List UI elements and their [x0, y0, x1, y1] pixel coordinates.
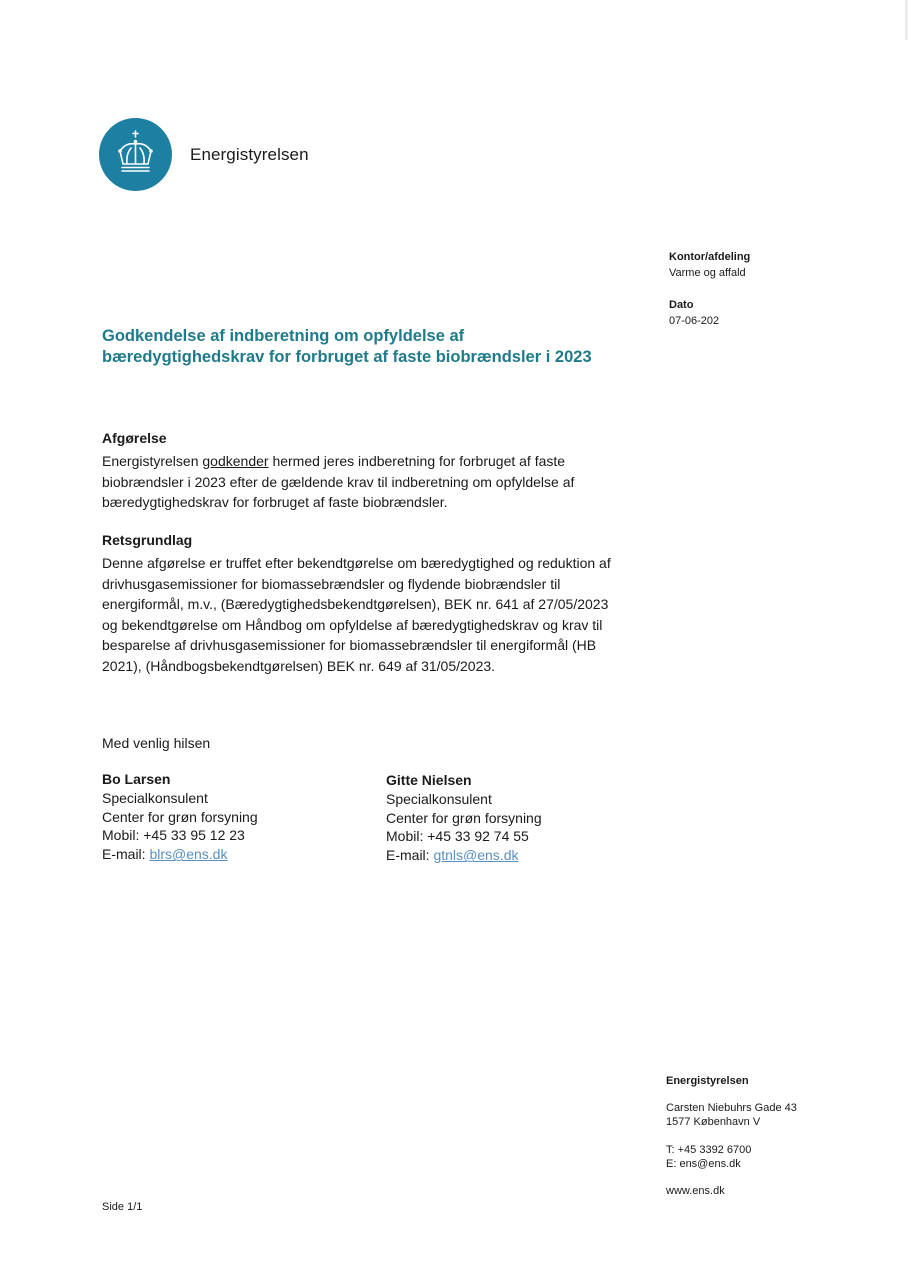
page-number: Side 1/1: [102, 1201, 143, 1213]
signatory-name: Gitte Nielsen: [386, 772, 472, 788]
decision-line-1-pre: Energistyrelsen: [102, 453, 203, 469]
office-value: Varme og affald: [669, 267, 746, 279]
closing: Med venlig hilsen: [102, 735, 211, 751]
footer-contact: [666, 1144, 751, 1171]
signatory-unit: Center for grøn forsyning: [102, 808, 258, 825]
title-line-1: Godkendelse af indberetning om opfyldelse af: [102, 327, 465, 345]
signatory-1: [102, 770, 362, 864]
legal-paragraph: [102, 553, 662, 676]
signatory-title: Specialkonsulent: [386, 790, 492, 807]
legal-heading: Retsgrundlag: [102, 532, 193, 548]
decision-line-2: biobrændsler i 2023 efter de gældende krav til indberetning om opfyldelse af: [102, 473, 575, 490]
date-label: Dato: [669, 299, 694, 311]
decision-line-1: [102, 451, 662, 472]
legal-line: energiformål, m.v., (Bæredygtighedsbekendtgørelsen), BEK nr. 641 af 27/05/2023: [102, 596, 609, 612]
footer-address: [666, 1102, 797, 1129]
footer-org: Energistyrelsen: [666, 1075, 749, 1087]
crown-icon: [99, 118, 172, 191]
email-link[interactable]: gtnls@ens.dk: [433, 847, 519, 864]
document-title: [102, 326, 662, 368]
title-line-2: bæredygtighedskrav for forbruget af faste biobrændsler i 2023: [102, 348, 592, 366]
signatory-unit: Center for grøn forsyning: [386, 809, 542, 826]
email-label: E-mail:: [102, 846, 150, 863]
footer-email: E: ens@ens.dk: [666, 1157, 741, 1170]
legal-line: besparelse af drivhusgasemissioner for biomassebrændsler til energiformål (HB: [102, 637, 597, 653]
signatory-mobile: Mobil: +45 33 92 74 55: [386, 828, 529, 845]
legal-line: og bekendtgørelse om Håndbog om opfyldelse af bæredygtighedskrav og krav til: [102, 616, 603, 633]
decision-paragraph: [102, 451, 662, 513]
footer-street: Carsten Niebuhrs Gade 43: [666, 1102, 797, 1114]
footer-web[interactable]: www.ens.dk: [666, 1185, 725, 1197]
decision-heading: Afgørelse: [102, 430, 167, 446]
signatory-title: Specialkonsulent: [102, 789, 208, 806]
org-name: Energistyrelsen: [190, 145, 309, 164]
signatory-email-row: [102, 845, 362, 864]
decision-approves-word: godkender: [202, 453, 269, 469]
legal-line: drivhusgasemissioner for biomassebrændsler og flydende biobrændsler til: [102, 575, 561, 592]
legal-line: Denne afgørelse er truffet efter bekendtgørelse om bæredygtighed og reduktion af: [102, 555, 611, 571]
footer-city: 1577 København V: [666, 1115, 761, 1128]
decision-line-3: bæredygtighedskrav for forbruget af faste biobrændsler.: [102, 494, 448, 510]
footer-phone: T: +45 3392 6700: [666, 1144, 752, 1156]
decision-line-1-post: hermed jeres indberetning for forbruget af faste: [268, 453, 566, 469]
email-label: E-mail:: [386, 847, 434, 864]
office-label: Kontor/afdeling: [669, 251, 751, 263]
signatory-email-row: [386, 846, 646, 865]
logo: [99, 118, 172, 191]
signatory-name: Bo Larsen: [102, 771, 171, 787]
legal-line: 2021), (Håndbogsbekendtgørelsen) BEK nr. 649 af 31/05/2023.: [102, 657, 496, 674]
signatory-2: [386, 771, 646, 865]
signatory-mobile: Mobil: +45 33 95 12 23: [102, 827, 245, 844]
date-value: 07-06-202: [669, 315, 720, 327]
email-link[interactable]: blrs@ens.dk: [149, 846, 228, 863]
